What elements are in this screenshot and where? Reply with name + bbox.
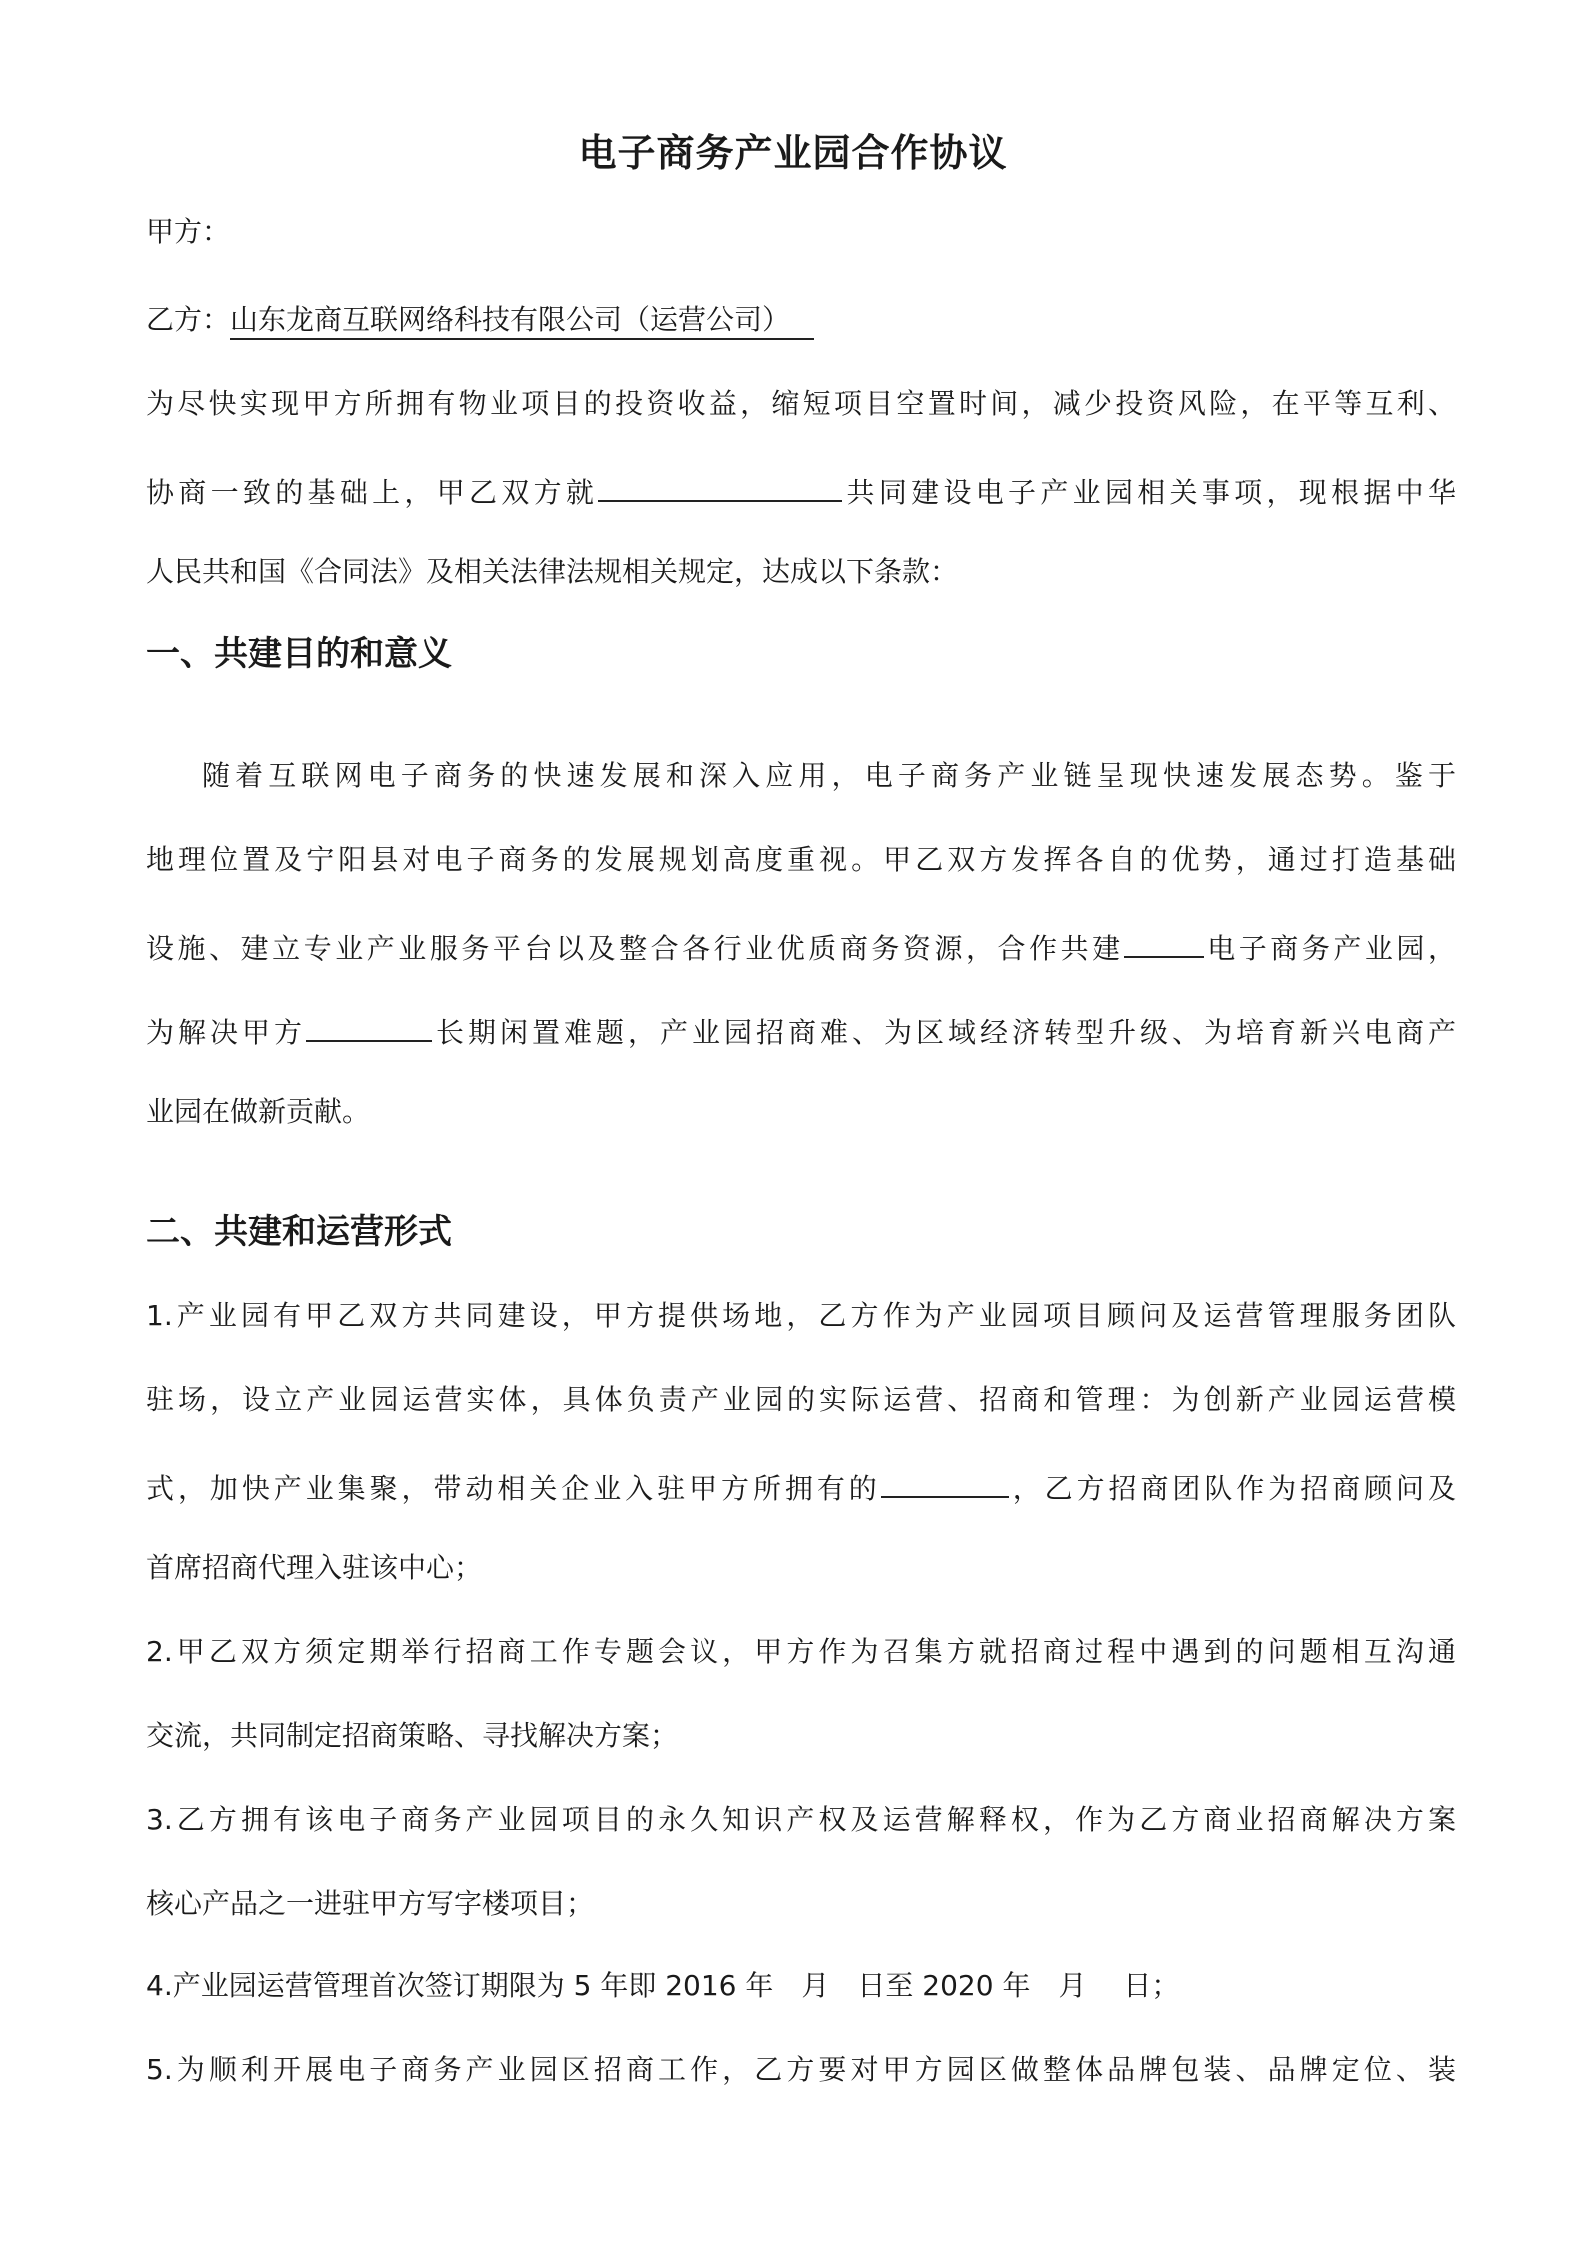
section-1-line-2: 地理位置及宁阳县对电子商务的发展规划高度重视。甲乙双方发挥各自的优势，通过打造基础: [146, 843, 1456, 876]
item-2-line-1: 2.甲乙双方须定期举行招商工作专题会议，甲方作为召集方就招商过程中遇到的问题相互沟通: [146, 1635, 1456, 1668]
intro-line-1: 为尽快实现甲方所拥有物业项目的投资收益，缩短项目空置时间，减少投资风险，在平等互利、: [146, 387, 1456, 420]
intro-line-2a: 协商一致的基础上，甲乙双方就: [146, 476, 599, 509]
item-3-line-2: 核心产品之一进驻甲方写字楼项目；: [146, 1887, 595, 1920]
intro-line-3: 人民共和国《合同法》及相关法律法规相关规定，达成以下条款：: [146, 555, 959, 588]
item-5-line-1: 5.为顺利开展电子商务产业园区招商工作，乙方要对甲方园区做整体品牌包装、品牌定位、装: [146, 2053, 1456, 2086]
intro-line-2b: 共同建设电子产业园相关事项，现根据中华: [842, 476, 1456, 509]
party-b-line: [146, 300, 814, 340]
item-2-line-2: 交流，共同制定招商策略、寻找解决方案；: [146, 1719, 679, 1752]
section-1-line-4: [146, 1008, 1456, 1053]
party-a-line: 甲方：: [146, 215, 231, 248]
park-name-blank: [1124, 924, 1204, 958]
item-1-line-4: 首席招商代理入驻该中心；: [146, 1551, 483, 1584]
project-name-blank: [598, 468, 842, 502]
item-1-line-1: 1.产业园有甲乙双方共同建设，甲方提供场地，乙方作为产业园项目顾问及运营管理服务团队: [146, 1299, 1456, 1332]
section-1-heading: 一、共建目的和意义: [146, 634, 452, 674]
item-3-line-1: 3.乙方拥有该电子商务产业园项目的永久知识产权及运营解释权，作为乙方商业招商解决方案: [146, 1803, 1456, 1836]
building-blank: [881, 1464, 1009, 1498]
section-1-line-4b: 长期闲置难题，产业园招商难、为区域经济转型升级、为培育新兴电商产: [432, 1016, 1456, 1049]
item-1-line-3: [146, 1464, 1456, 1509]
section-2-heading: 二、共建和运营形式: [146, 1212, 452, 1252]
property-blank: [306, 1008, 432, 1042]
intro-line-2: [146, 468, 1456, 513]
item-1-line-3b: ，乙方招商团队作为招商顾问及: [1008, 1472, 1456, 1505]
section-1-line-1: 随着互联网电子商务的快速发展和深入应用，电子商务产业链呈现快速发展态势。鉴于: [202, 759, 1456, 792]
section-1-line-3: [146, 924, 1456, 969]
section-1-line-5: 业园在做新贡献。: [146, 1095, 371, 1128]
item-1-line-3a: 式，加快产业集聚，带动相关企业入驻甲方所拥有的: [146, 1472, 881, 1505]
document-title: 电子商务产业园合作协议: [578, 131, 1008, 175]
section-1-line-4a: 为解决甲方: [146, 1016, 306, 1049]
party-b-label: 乙方：: [146, 303, 231, 336]
item-1-line-2: 驻场，设立产业园运营实体，具体负责产业园的实际运营、招商和管理：为创新产业园运营模: [146, 1383, 1456, 1416]
section-1-line-3b: 电子商务产业园，: [1203, 932, 1456, 965]
item-4-line-1: 4.产业园运营管理首次签订期限为 5 年即 2016 年 月 日至 2020 年 月 日；: [146, 1969, 1180, 2002]
party-b-name: 山东龙商互联网络科技有限公司（运营公司）: [230, 303, 814, 340]
section-1-line-3a: 设施、建立专业产业服务平台以及整合各行业优质商务资源，合作共建: [146, 932, 1124, 965]
